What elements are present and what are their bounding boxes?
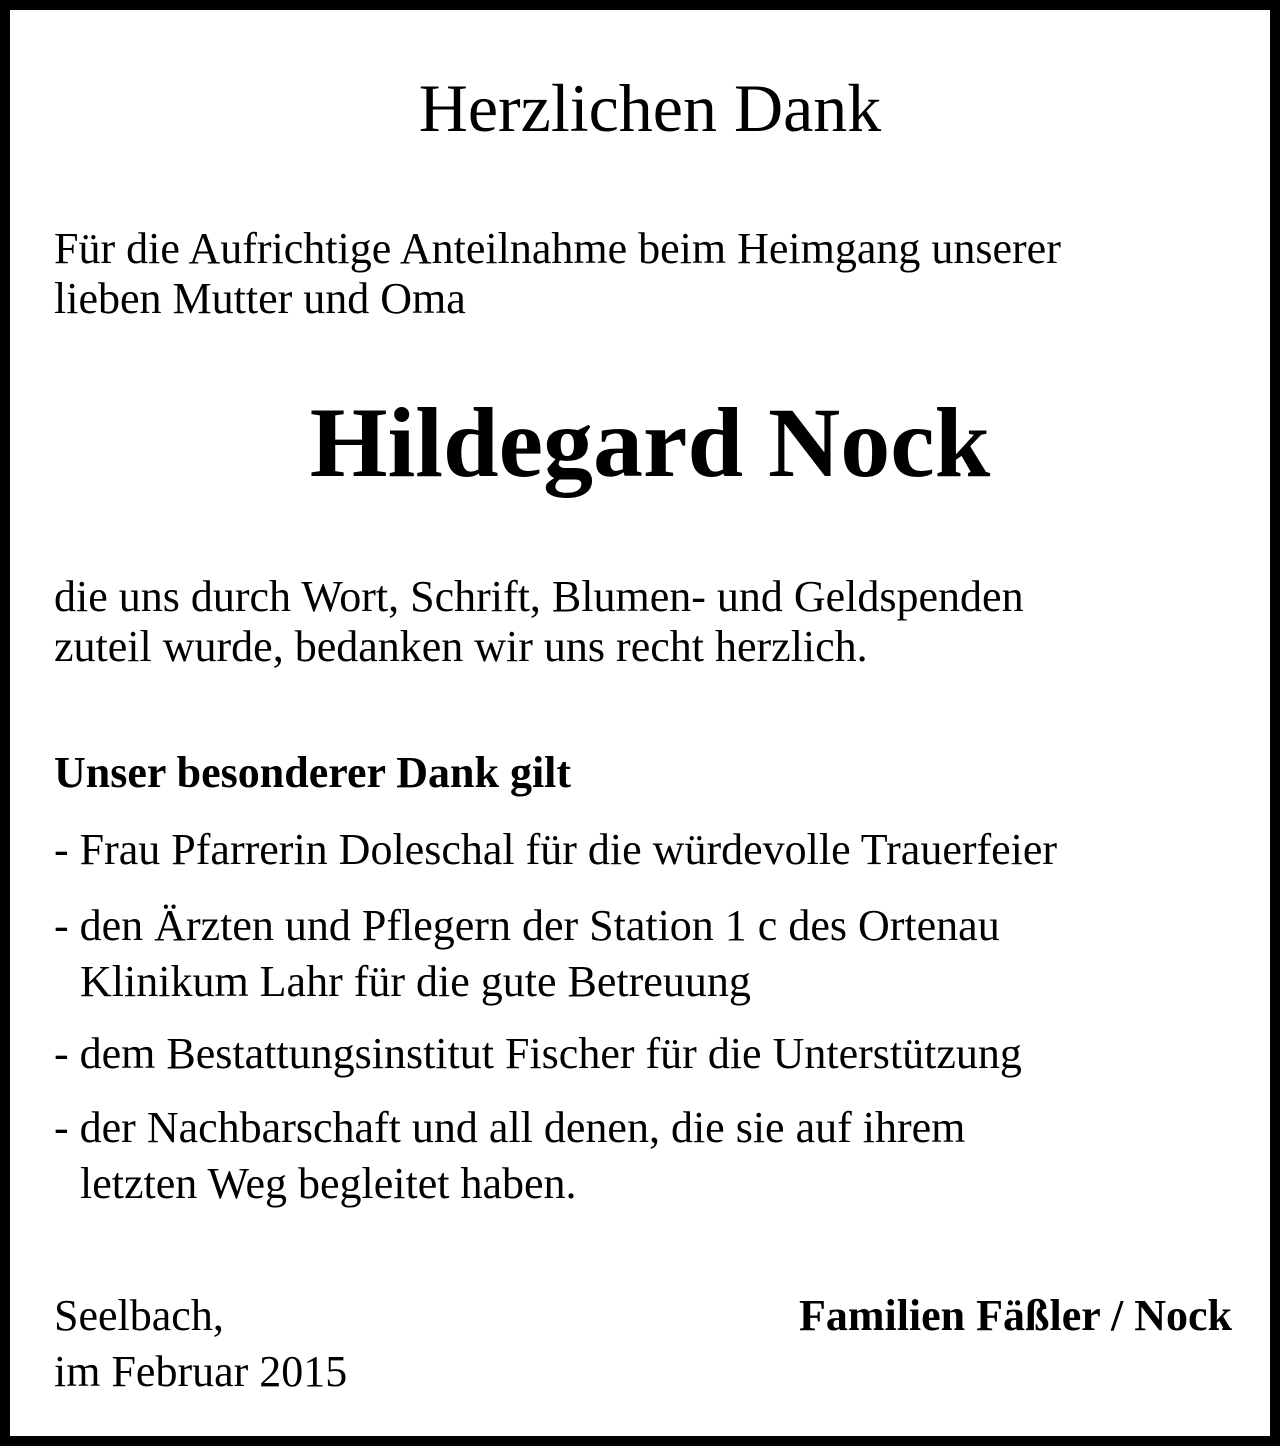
signature: Familien Fäßler / Nock [798, 1291, 1232, 1340]
intro-paragraph [54, 224, 1264, 324]
thanks-item-line: - Frau Pfarrerin Doleschal für die würdevolle Trauerfeier [54, 825, 1058, 874]
place: Seelbach, [54, 1291, 224, 1340]
thanks-list-item [54, 1100, 1274, 1212]
thanks-list-item [54, 1026, 1274, 1082]
thanks-list-item [54, 898, 1274, 1010]
special-thanks-title: Unser besonderer Dank gilt [54, 748, 572, 797]
thanks-item-line: - dem Bestattungsinstitut Fischer für die Unterstützung [54, 1029, 1022, 1078]
thanks-line: die uns durch Wort, Schrift, Blumen- und Geldspenden [54, 572, 1024, 621]
thanks-list-item [54, 822, 1274, 878]
thanks-item-line: - den Ärzten und Pflegern der Station 1 c des Ortenau [54, 901, 1000, 950]
thanks-item-continuation: Klinikum Lahr für die gute Betreuung [80, 957, 751, 1006]
deceased-name: Hildegard Nock [309, 387, 991, 498]
thanks-paragraph [54, 572, 1264, 672]
place-and-date [54, 1288, 347, 1400]
intro-line: Für die Aufrichtige Anteilnahme beim Heimgang unserer [54, 224, 1061, 273]
intro-line: lieben Mutter und Oma [54, 274, 466, 323]
thanks-line: zuteil wurde, bedanken wir uns recht herzlich. [54, 622, 868, 671]
thanks-item-line: - der Nachbarschaft und all denen, die sie auf ihrem [54, 1103, 966, 1152]
date: im Februar 2015 [54, 1347, 348, 1396]
notice-heading: Herzlichen Dank [418, 70, 882, 146]
thanks-item-continuation: letzten Weg begleitet haben. [80, 1159, 577, 1208]
